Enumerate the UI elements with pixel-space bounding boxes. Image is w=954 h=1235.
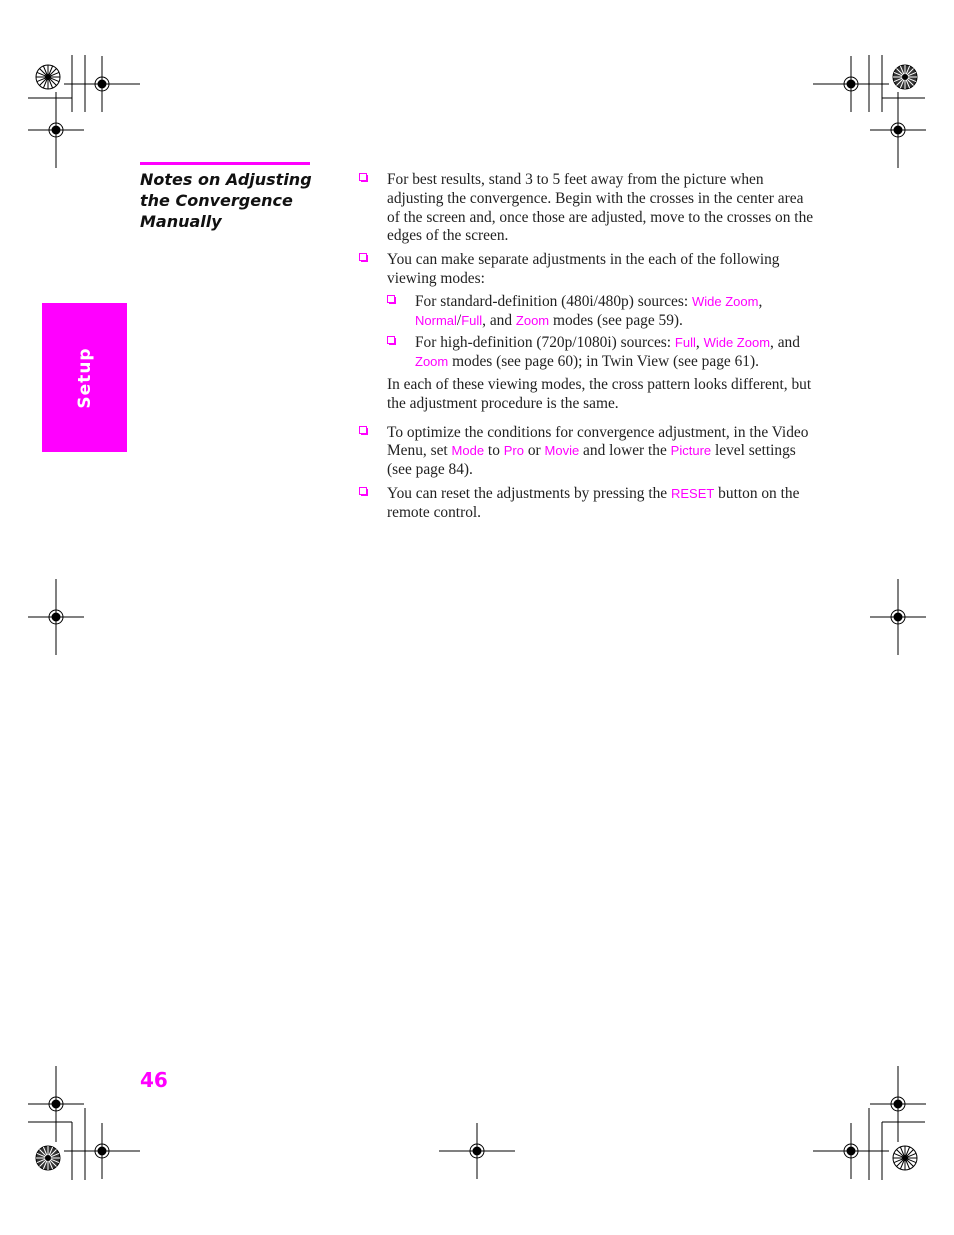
- list-item-text: to: [484, 442, 504, 460]
- checkbox-bullet-icon: [359, 173, 368, 182]
- section-rule: [140, 162, 310, 165]
- sub-list-item: [387, 293, 819, 331]
- section-title: Notes on Adjusting the Convergence Manually: [140, 170, 312, 231]
- sub-list-item: [387, 334, 819, 372]
- menu-option: Movie: [544, 443, 580, 459]
- sub-item-text: ,: [758, 292, 763, 310]
- sub-item-text: For standard-definition (480i/480p) sources:: [415, 292, 692, 310]
- list-item: [359, 485, 819, 523]
- page-number: 46: [140, 1068, 168, 1092]
- sub-item-text: , and: [482, 311, 516, 329]
- sub-item-text: modes (see page 59).: [549, 311, 683, 329]
- section-tab-label: Setup: [74, 346, 95, 409]
- list-item: [359, 424, 819, 480]
- button-name: RESET: [670, 485, 715, 501]
- sub-item-text: , and: [770, 334, 800, 352]
- checkbox-bullet-icon: [387, 295, 396, 304]
- list-item-text: button on the remote control.: [387, 484, 800, 521]
- list-item: [359, 251, 819, 413]
- sub-item-text: /: [456, 311, 462, 329]
- checkbox-bullet-icon: [359, 426, 368, 435]
- sub-item-text: For high-definition (720p/1080i) sources:: [415, 334, 675, 352]
- list-item-text: You can reset the adjustments by pressing the: [387, 484, 671, 502]
- list-item-text: level settings (see page 84).: [387, 442, 796, 479]
- sub-item-text: modes (see page 60); in Twin View (see page 61).: [448, 353, 759, 371]
- menu-option: Full: [674, 335, 696, 351]
- menu-option: Wide Zoom: [703, 335, 771, 351]
- notes-body: [359, 171, 819, 528]
- checkbox-bullet-icon: [359, 253, 368, 262]
- list-item-text: You can make separate adjustments in the each of the following viewing modes:: [387, 251, 780, 287]
- list-item-text: To optimize the conditions for convergence adjustment, in the Video Menu, set: [387, 423, 809, 460]
- note-paragraph: In each of these viewing modes, the cross pattern looks different, but the adjustment procedure is the same.: [387, 375, 812, 412]
- menu-option: Picture: [670, 443, 712, 459]
- list-item-text: and lower the: [579, 442, 671, 460]
- menu-option: Pro: [503, 443, 524, 459]
- menu-option: Normal: [415, 312, 457, 328]
- checkbox-bullet-icon: [387, 336, 396, 345]
- section-tab: [42, 303, 127, 452]
- menu-option: Full: [461, 312, 483, 328]
- menu-option: Zoom: [515, 312, 550, 328]
- list-item-text: For best results, stand 3 to 5 feet away from the picture when adjusting the convergence. Begin with the crosses in the center area of the screen and, once those are adjusted, move to the crosses on the edges of the screen.: [387, 171, 814, 245]
- menu-option: Wide Zoom: [691, 293, 759, 309]
- list-item-text: or: [523, 442, 545, 460]
- sub-item-text: ,: [695, 334, 704, 352]
- sub-list: [387, 293, 819, 372]
- checkbox-bullet-icon: [359, 487, 368, 496]
- menu-option: Zoom: [415, 354, 449, 370]
- menu-option: Mode: [451, 443, 485, 459]
- list-item: [359, 171, 819, 246]
